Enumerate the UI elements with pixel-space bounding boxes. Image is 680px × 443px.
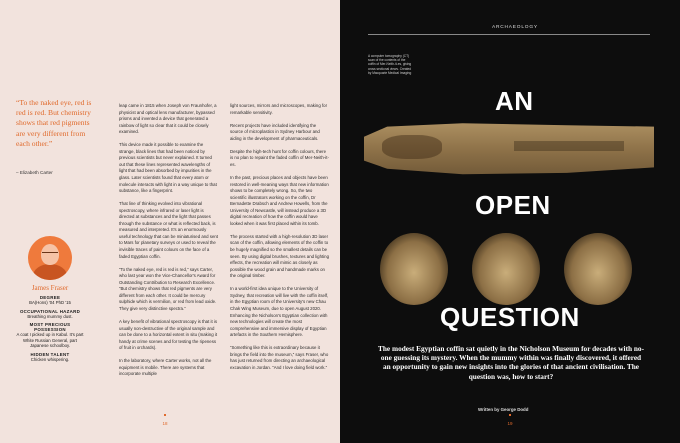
body-column-2	[230, 103, 329, 371]
headline-word-3: QUESTION	[440, 302, 580, 332]
bio-possession: A coat I picked up in Kabul. It's part White Russian General, part Japanese schoolboy.	[16, 332, 84, 349]
headline-word-2: OPEN	[475, 190, 551, 220]
bio-talent: Chicken whispering.	[30, 356, 70, 362]
bio-hazard-label: OCCUPATIONAL HAZARD	[19, 308, 81, 314]
ct-scan-cross-section-2	[472, 233, 540, 305]
page-number-left: 18	[162, 421, 168, 426]
section-rule	[368, 34, 650, 35]
right-page	[340, 0, 680, 443]
bio-possession-label: MOST PRECIOUS POSSESSION	[29, 322, 71, 333]
ct-scan-cross-section-1	[380, 233, 448, 305]
page-number-right: 19	[507, 421, 513, 426]
bio-degree: BA(Hons) '04 PhD '15	[29, 300, 71, 305]
body-text-2: light sources, mirrors and microscopes, making for remarkable sensitivity. Recent projects have included identifying the source of microplastics in Sydney Harbour and aiding in the development of pharmaceuticals. Despite the high-tech hunt for coffin colours, there is no plan to repaint the faded coffin of Mer-Neith-it-es. In the past, precious places and objects have been restored in well-meaning ways that new information shows to be completely wrong. So, the two scientific illustrators working on the coffin, Dr Bernadette Drabsch and Andrew Howells, from the University of Newcastle, will instead produce a 3D digital recreation of how the coffin would have looked when it was first placed within its tomb. The process started with a high-resolution 3D laser scan of the coffin, allowing elements of the coffin to be hugely magnified so the smallest details can be seen. By using digital brushes, textures and lighting effects, the recreation will mimic as closely as possible the wood grain and handmade marks on the original timber. In a world-first idea unique to the University of Sydney, that recreation will live with the coffin itself, in the Egyptian room of the University's new Chau Chak Wing Museum, due to open August 2020. Enhancing the Nicholson's Egyptian collection with new technologies will create the most comprehensive and immersive display of Egyptian artefacts in the Southern Hemisphere. “Something like this is extraordinary because it brings the field into the museum,” says Fraser, who has just returned from directing an archaeological excavation in Jordan. “And I love doing field work.”	[230, 103, 330, 370]
avatar-body	[33, 264, 67, 280]
page-marker-icon	[164, 414, 166, 416]
section-label: ARCHAEOLOGY	[492, 25, 538, 30]
ct-scan-cross-section-3	[564, 233, 632, 305]
page-marker-icon	[509, 414, 511, 416]
bio-talent-label: HIDDEN TALENT	[30, 351, 70, 357]
pull-quote: “To the naked eye, red is red is red. But chemistry shows that red pigments are very different from each other.”	[16, 98, 92, 148]
bio-hazard: Breathing mummy dust.	[27, 313, 73, 319]
body-column-1	[119, 103, 218, 378]
bio-degree-label: DEGREE	[39, 295, 61, 300]
headline-word-1: AN	[495, 86, 534, 116]
body-text-1: leap came in 1815 when Joseph von Fraunhofer, a physicist and optical lens manufacturer, bypassed prisms and invented a device that generated a rainbow of light so clear that it could be closely examined. This device made it possible to examine the strange, black lines that had been noticed by previous scientists but never explained. It turned out that these lines represented wavelengths of light that had been absorbed by impurities in the glass. Later scientists found that every atom or molecule interacts with light in a way unique to that substance, like a fingerprint. That line of thinking evolved into vibrational spectroscopy, where infrared or laser light is directed at substances and the light that passes through the substance or what is reflected back, is measured and interpreted. It's an enormously useful technology that can be miniaturised and sent to Mars for planetary surveys or used to reveal the invisible traces of paint colours on the face of a faded Egyptian coffin. “To the naked eye, red is red is red,” says Carter, who last year won the Vice-Chancellor's Award for Outstanding Contribution to Research Excellence. “But chemistry shows that red pigments are very different from each other. It could be mercury sulphide which is vermilion, or red from lead oxide. They give very distinctive spectra.” A key benefit of vibrational spectroscopy is that it is usually non-destructive of the original sample and can be done to a horizontal extent in situ (making it handy at crime scenes and for testing the ripeness of fruit in orchards). In the laboratory, where Carter works, not all the equipment is mobile. There are systems that incorporate multiple	[119, 103, 219, 377]
scan-detail-body	[514, 141, 624, 151]
bio-box	[14, 284, 86, 363]
image-caption: A computer tomography (CT) scan of the contents of the coffin of Mer-Neith-it-es, giving cross sectional views. Created by Macquarie Medical Imaging	[368, 54, 412, 75]
byline: Written by George Dodd	[478, 407, 529, 412]
avatar-glasses	[42, 252, 58, 255]
avatar	[28, 236, 72, 280]
standfirst: The modest Egyptian coffin sat quietly in the Nicholson Museum for decades with no-one guessing its mystery. When the mummy within was finally discovered, it offered an opportunity to gain new insights into the glories of that ancient civilisation. The question was, how to start?	[378, 344, 645, 381]
pull-quote-attribution: – Elizabeth Carter	[16, 170, 53, 175]
bio-name: James Fraser	[31, 284, 69, 292]
ct-scan-coffin-image	[364, 113, 654, 181]
scan-detail-head	[382, 135, 442, 159]
